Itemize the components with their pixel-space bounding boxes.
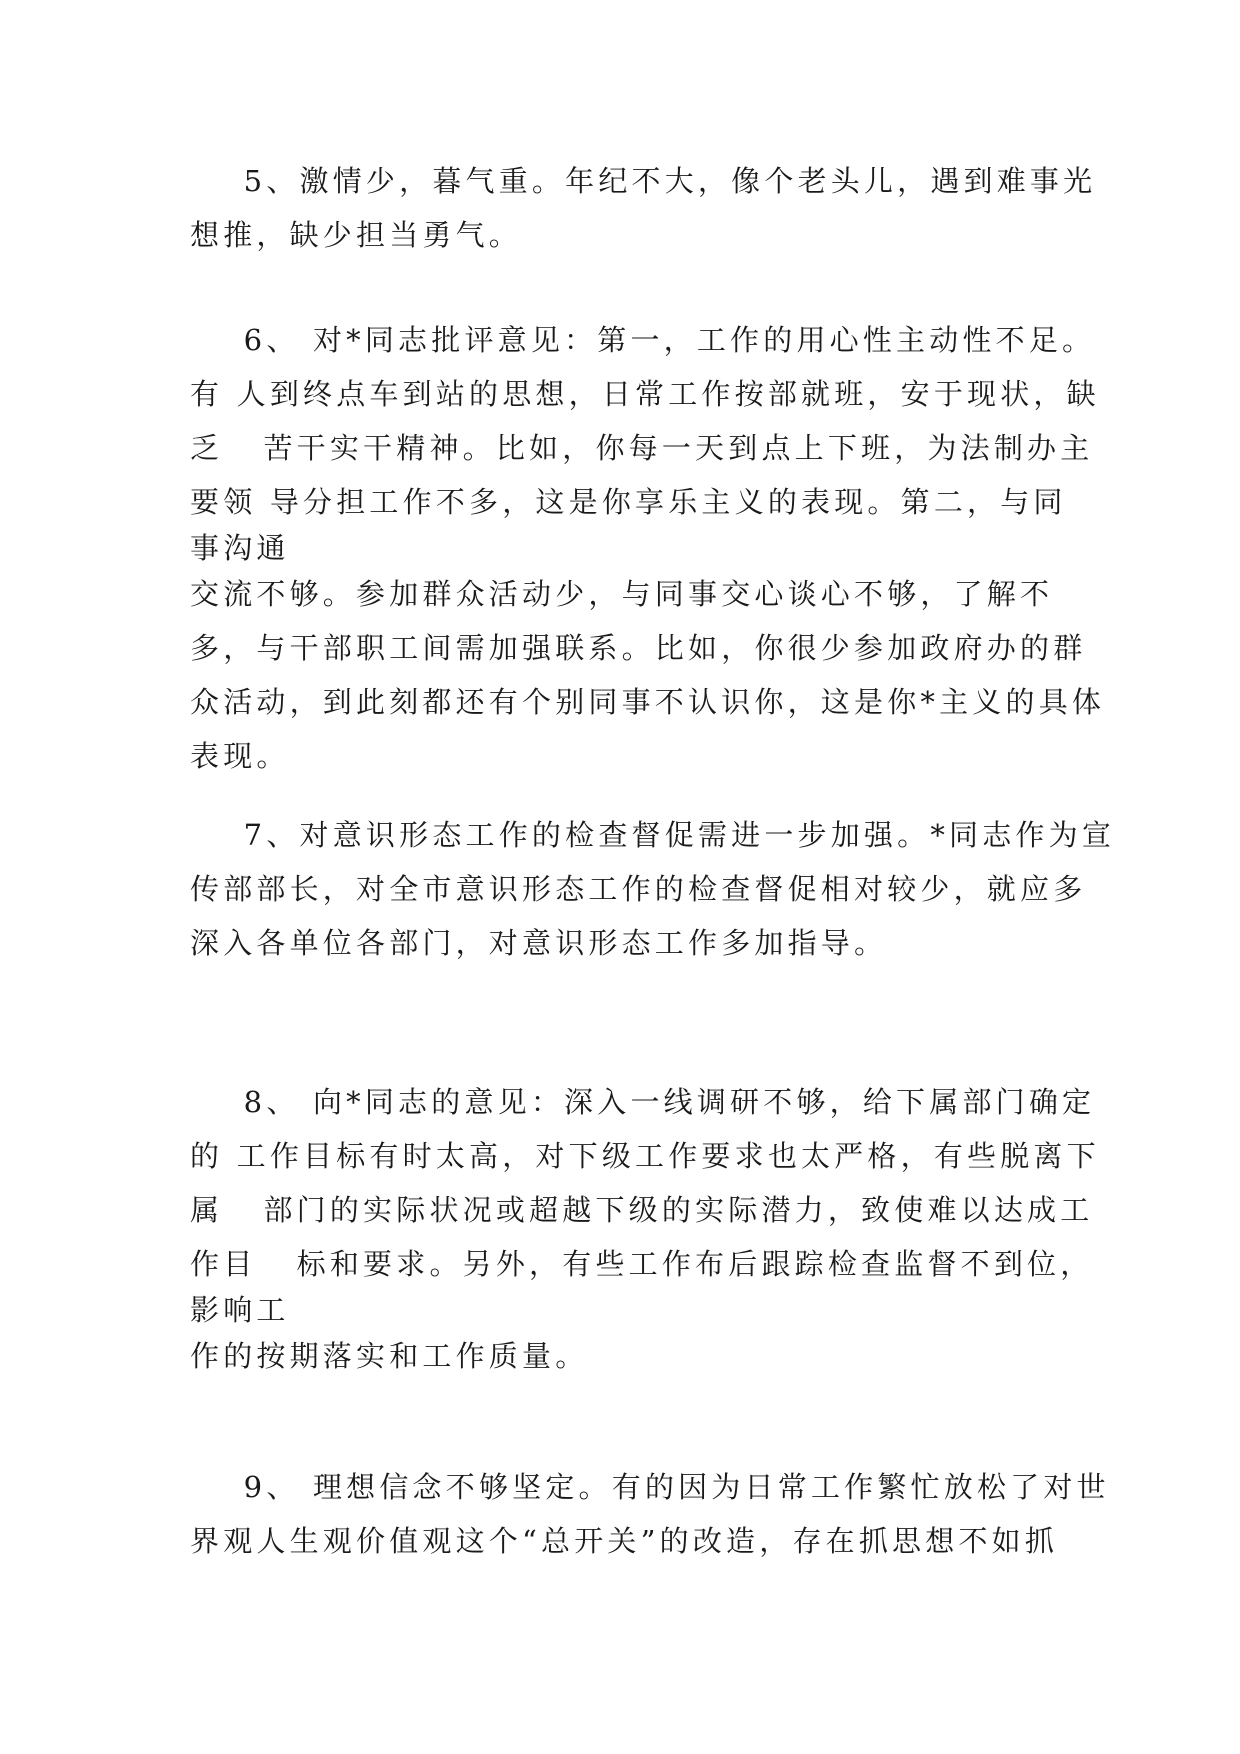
- paragraph-item-5: [190, 154, 1097, 262]
- text-line: 深入各单位各部门，对意识形态工作多加指导。: [190, 926, 888, 960]
- text-line: 表现。: [190, 739, 290, 773]
- text-line: 9、 理想信念不够坚定。有的因为日常工作繁忙放松了对世: [190, 1470, 1110, 1504]
- paragraph-item-7: [190, 808, 1116, 970]
- text-line: 6、 对*同志批评意见：第一，工作的用心性主动性不足。: [190, 323, 1096, 357]
- text-line: 作的按期落实和工作质量。: [190, 1339, 589, 1373]
- text-line: 传部部长，对全市意识形态工作的检查督促相对较少，就应多: [190, 872, 1087, 906]
- text-line: 影响工: [190, 1293, 290, 1327]
- text-line: 交流不够。参加群众活动少，与同事交心谈心不够，了解不: [190, 577, 1054, 611]
- text-line: 作目 标和要求。另外，有些工作布后跟踪检查监督不到位，: [190, 1247, 1094, 1281]
- text-line: 5、激情少，暮气重。年纪不大，像个老头儿，遇到难事光: [190, 164, 1097, 198]
- text-line: 属 部门的实际状况或超越下级的实际潜力，致使难以达成工: [190, 1193, 1094, 1227]
- text-line: 7、对意识形态工作的检查督促需进一步加强。*同志作为宣: [190, 818, 1116, 852]
- paragraph-item-9: [190, 1460, 1110, 1568]
- text-line: 有 人到终点车到站的思想，日常工作按部就班，安于现状，缺: [190, 377, 1100, 411]
- text-line: 界观人生观价值观这个“总开关”的改造，存在抓思想不如抓: [190, 1524, 1059, 1558]
- text-line: 乏 苦干实干精神。比如，你每一天到点上下班，为法制办主: [190, 431, 1094, 465]
- text-line: 事沟通: [190, 531, 290, 565]
- text-line: 的 工作目标有时太高，对下级工作要求也太严格，有些脱离下: [190, 1139, 1100, 1173]
- text-line: 要领 导分担工作不多，这是你享乐主义的表现。第二，与同: [190, 485, 1067, 519]
- text-line: 众活动，到此刻都还有个别同事不认识你，这是你*主义的具体: [190, 685, 1106, 719]
- text-line: 8、 向*同志的意见：深入一线调研不够，给下属部门确定: [190, 1085, 1096, 1119]
- text-line: 想推，缺少担当勇气。: [190, 218, 523, 252]
- text-line: 多，与干部职工间需加强联系。比如，你很少参加政府办的群: [190, 631, 1087, 665]
- paragraph-item-6: [190, 313, 1106, 783]
- paragraph-item-8: [190, 1075, 1100, 1383]
